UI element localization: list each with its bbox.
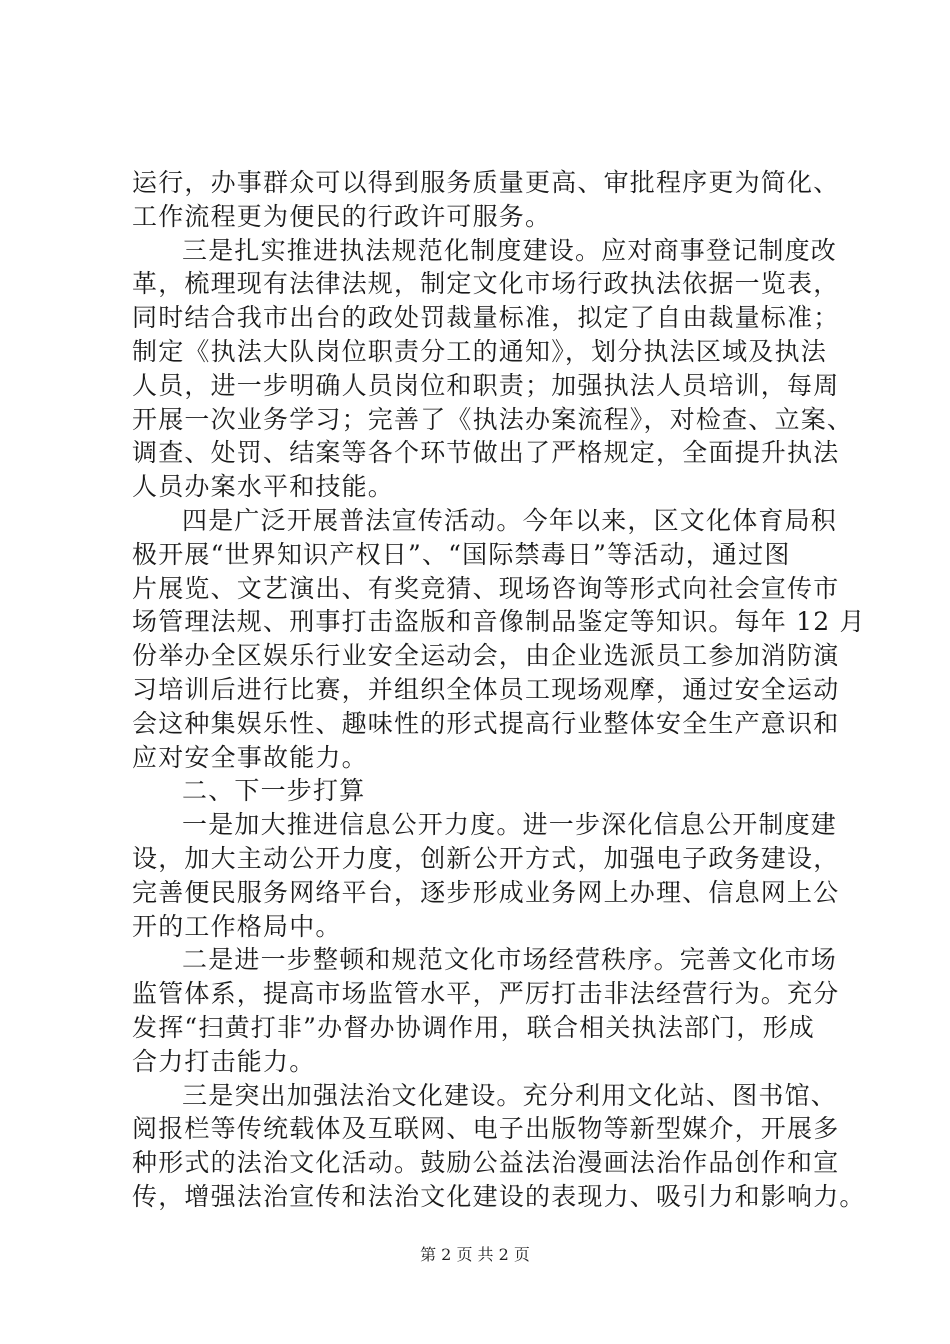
text-line: 设，加大主动公开力度，创新公开方式，加强电子政务建设， [132,843,840,873]
text-line: 片展览、文艺演出、有奖竞猜、现场咨询等形式向社会宣传市 [132,573,840,603]
text-line: 调查、处罚、结案等各个环节做出了严格规定，全面提升执法 [132,438,840,468]
text-line: 二、下一步打算 [182,776,366,806]
text-line: 二是进一步整顿和规范文化市场经营秩序。完善文化市场 [182,945,838,975]
text-line: 人员办案水平和技能。 [132,472,395,502]
text-line: 极开展“世界知识产权日”、“国际禁毒日”等活动，通过图 [132,539,791,569]
text-line: 应对安全事故能力。 [132,742,368,772]
text-line: 合力打击能力。 [132,1046,316,1076]
text-line: 会这种集娱乐性、趣味性的形式提高行业整体安全生产意识和 [132,708,840,738]
text-line: 监管体系，提高市场监管水平，严厉打击非法经营行为。充分 [132,979,840,1009]
text-line: 习培训后进行比赛，并组织全体员工现场观摩，通过安全运动 [132,674,840,704]
document-body [132,166,866,1214]
text-line: 份举办全区娱乐行业安全运动会，由企业选派员工参加消防演 [132,641,840,671]
page-footer: 第 2 页 共 2 页 [420,1245,530,1264]
text-line: 开展一次业务学习；完善了《执法办案流程》，对检查、立案、 [132,404,854,434]
text-line: 一是加大推进信息公开力度。进一步深化信息公开制度建 [182,810,838,840]
text-line: 运行，办事群众可以得到服务质量更高、审批程序更为简化、 [132,168,840,197]
text-line: 三是突出加强法治文化建设。充分利用文化站、图书馆、 [182,1080,838,1110]
text-line: 场管理法规、刑事打击盗版和音像制品鉴定等知识。每年 12 月 [132,607,866,637]
text-line: 开的工作格局中。 [132,911,342,941]
text-line: 完善便民服务网络平台，逐步形成业务网上办理、信息网上公 [132,877,840,907]
text-line: 发挥“扫黄打非”办督办协调作用，联合相关执法部门，形成 [132,1012,815,1042]
text-line: 阅报栏等传统载体及互联网、电子出版物等新型媒介，开展多 [132,1114,840,1144]
text-line: 四是广泛开展普法宣传活动。今年以来，区文化体育局积 [182,505,838,535]
text-line: 种形式的法治文化活动。鼓励公益法治漫画法治作品创作和宣 [132,1148,840,1178]
text-line: 人员，进一步明确人员岗位和职责；加强执法人员培训，每周 [132,370,840,400]
text-line: 工作流程更为便民的行政许可服务。 [132,201,552,231]
text-line: 同时结合我市出台的政处罚裁量标准，拟定了自由裁量标准； [132,303,840,333]
text-line: 三是扎实推进执法规范化制度建设。应对商事登记制度改 [182,235,838,265]
text-line: 传，增强法治宣传和法治文化建设的表现力、吸引力和影响力。 [132,1181,866,1211]
text-line: 革，梳理现有法律法规，制定文化市场行政执法依据一览表， [132,269,840,299]
text-line: 制定《执法大队岗位职责分工的通知》，划分执法区域及执法 [132,336,827,366]
